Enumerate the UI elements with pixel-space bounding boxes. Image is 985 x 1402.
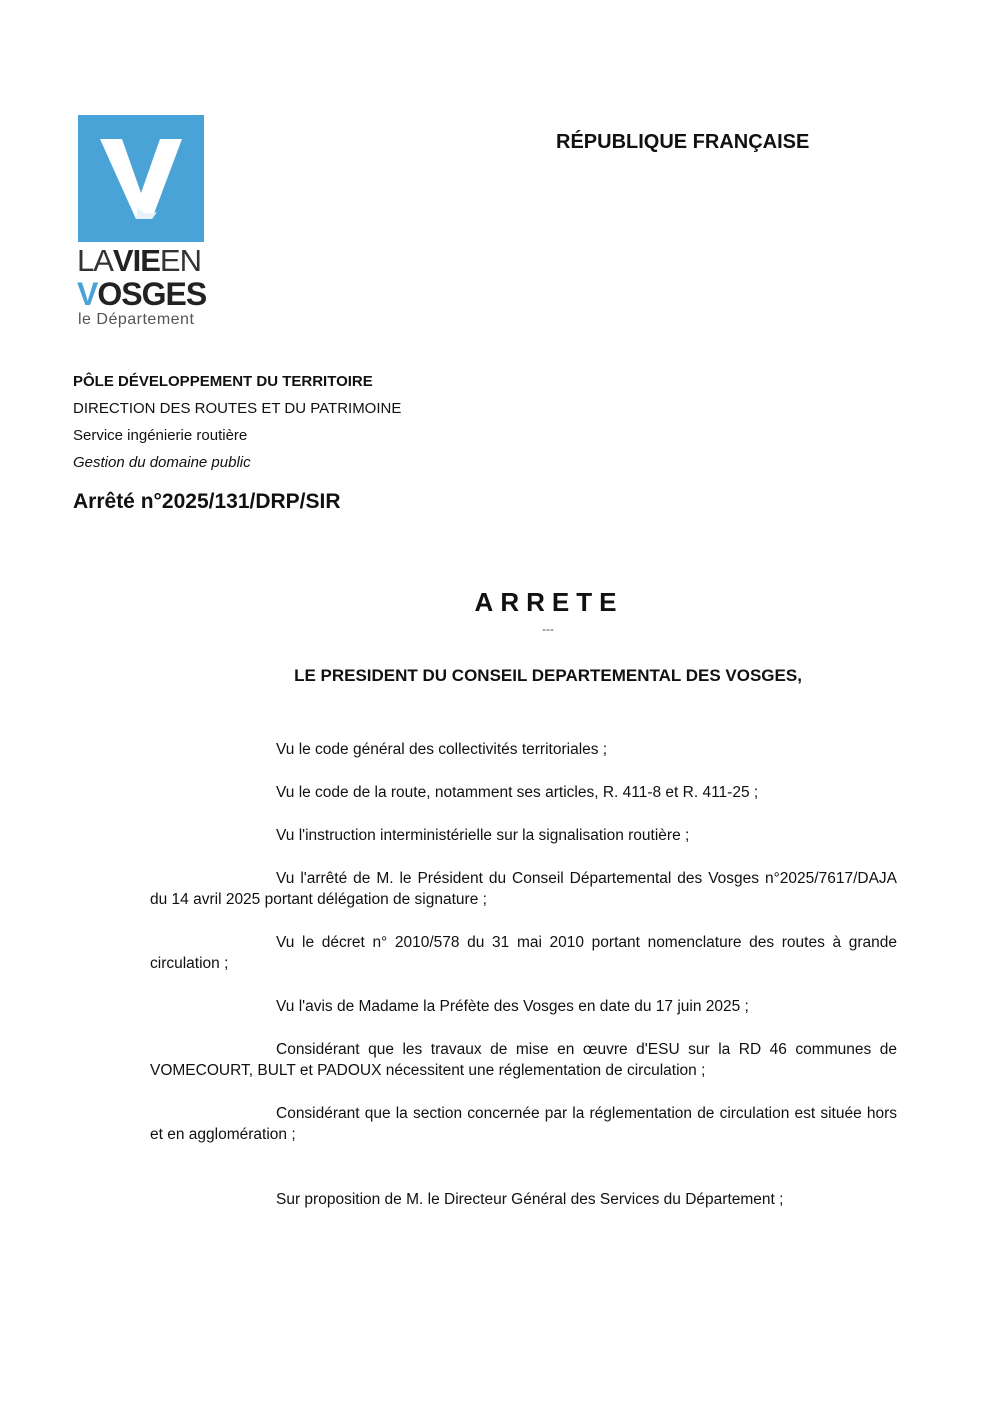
pole-label: PÔLE DÉVELOPPEMENT DU TERRITOIRE	[73, 373, 373, 390]
paragraph-7: Considérant que les travaux de mise en œuvre d'ESU sur la RD 46 communes de VOMECOURT, BULT et PADOUX nécessitent une réglementation de circulation ;	[150, 1041, 897, 1079]
paragraph-5: Vu le décret n° 2010/578 du 31 mai 2010 portant nomenclature des routes à grande circulation ;	[150, 934, 897, 972]
logo-text-line1: LAVIEEN	[77, 243, 201, 278]
title-separator: ---	[542, 622, 554, 636]
paragraph-2: Vu le code de la route, notamment ses articles, R. 411-8 et R. 411-25 ;	[276, 784, 759, 801]
paragraph-3: Vu l'instruction interministérielle sur la signalisation routière ;	[276, 827, 690, 844]
gestion-label: Gestion du domaine public	[73, 454, 251, 471]
paragraph-6: Vu l'avis de Madame la Préfète des Vosges en date du 17 juin 2025 ;	[276, 998, 749, 1015]
logo-text-line2: VOSGES	[77, 276, 207, 312]
president-heading: LE PRESIDENT DU CONSEIL DEPARTEMENTAL DES VOSGES,	[294, 666, 802, 685]
document-title: ARRETE	[474, 587, 624, 617]
arrete-number: Arrêté n°2025/131/DRP/SIR	[73, 490, 341, 513]
logo-v-icon	[78, 115, 204, 242]
service-label: Service ingénierie routière	[73, 427, 248, 444]
direction-label: DIRECTION DES ROUTES ET DU PATRIMOINE	[73, 400, 402, 417]
logo-emblem	[78, 115, 204, 242]
republique-header: RÉPUBLIQUE FRANÇAISE	[556, 131, 810, 153]
paragraph-9: Sur proposition de M. le Directeur Général des Services du Département ;	[276, 1191, 784, 1208]
service-block	[73, 368, 401, 476]
paragraph-8: Considérant que la section concernée par la réglementation de circulation est située hors et en agglomération ;	[150, 1105, 897, 1143]
paragraph-1: Vu le code général des collectivités territoriales ;	[276, 741, 608, 758]
paragraph-4: Vu l'arrêté de M. le Président du Conseil Départemental des Vosges n°2025/7617/DAJA du 14 avril 2025 portant délégation de signature ;	[150, 870, 897, 908]
logo-text-line3: le Département	[78, 311, 195, 328]
